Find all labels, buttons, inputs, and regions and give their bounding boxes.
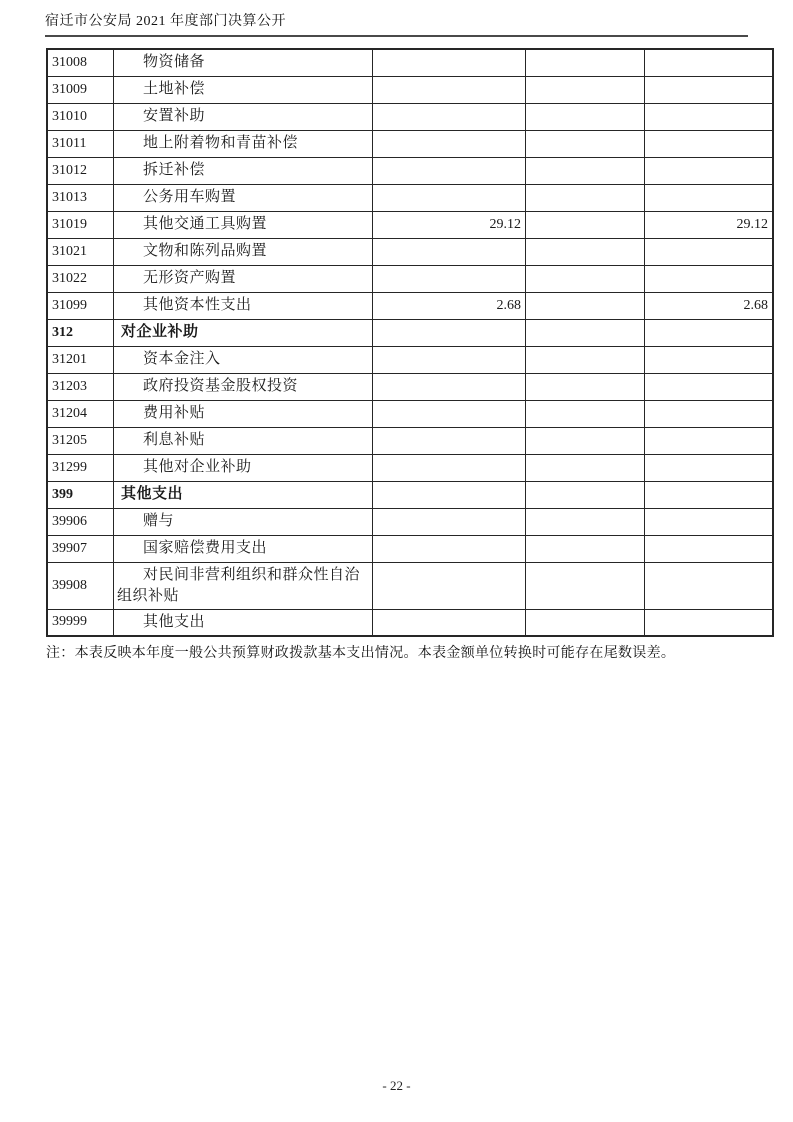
row-amount-3 (645, 427, 774, 454)
row-name: 安置补助 (114, 103, 373, 130)
table-row (47, 184, 773, 211)
table-row (47, 454, 773, 481)
row-amount-3 (645, 76, 774, 103)
row-code: 31010 (47, 103, 114, 130)
row-code: 31008 (47, 49, 114, 76)
row-amount-2 (526, 49, 645, 76)
row-amount-1 (373, 130, 526, 157)
row-amount-1 (373, 157, 526, 184)
row-code: 31011 (47, 130, 114, 157)
table-body (47, 49, 773, 636)
row-amount-1 (373, 76, 526, 103)
row-name: 地上附着物和青苗补偿 (114, 130, 373, 157)
row-code: 31012 (47, 157, 114, 184)
row-amount-3: 2.68 (645, 292, 774, 319)
row-amount-2 (526, 184, 645, 211)
row-amount-1 (373, 400, 526, 427)
row-amount-2 (526, 373, 645, 400)
row-amount-2 (526, 76, 645, 103)
table-row (47, 346, 773, 373)
row-amount-3 (645, 400, 774, 427)
row-name: 政府投资基金股权投资 (114, 373, 373, 400)
table-row (47, 265, 773, 292)
row-amount-3 (645, 184, 774, 211)
row-name: 资本金注入 (114, 346, 373, 373)
table-row (47, 130, 773, 157)
row-amount-1 (373, 184, 526, 211)
row-amount-3 (645, 265, 774, 292)
row-name: 赠与 (114, 508, 373, 535)
row-amount-3 (645, 49, 774, 76)
table-row (47, 76, 773, 103)
row-code: 39908 (47, 562, 114, 609)
row-code: 39999 (47, 609, 114, 636)
table-row (47, 481, 773, 508)
row-amount-1 (373, 346, 526, 373)
row-code: 31099 (47, 292, 114, 319)
row-code: 31201 (47, 346, 114, 373)
row-name: 对民间非营利组织和群众性自治组织补贴 (114, 562, 373, 609)
row-name: 其他支出 (114, 481, 373, 508)
row-amount-1 (373, 481, 526, 508)
row-name: 费用补贴 (114, 400, 373, 427)
page-header-title: 宿迁市公安局 2021 年度部门决算公开 (45, 10, 748, 37)
row-name: 其他资本性支出 (114, 292, 373, 319)
row-code: 31022 (47, 265, 114, 292)
row-amount-2 (526, 103, 645, 130)
row-name: 物资储备 (114, 49, 373, 76)
row-amount-3 (645, 346, 774, 373)
row-amount-2 (526, 535, 645, 562)
row-amount-1 (373, 609, 526, 636)
table-row (47, 427, 773, 454)
row-code: 31019 (47, 211, 114, 238)
row-amount-2 (526, 562, 645, 609)
budget-expenditure-table (46, 48, 774, 637)
row-amount-2 (526, 481, 645, 508)
table-row (47, 292, 773, 319)
row-amount-3 (645, 373, 774, 400)
row-amount-1 (373, 562, 526, 609)
row-amount-2 (526, 157, 645, 184)
row-amount-2 (526, 211, 645, 238)
row-amount-3 (645, 454, 774, 481)
row-amount-3 (645, 103, 774, 130)
row-amount-2 (526, 609, 645, 636)
row-amount-2 (526, 130, 645, 157)
row-amount-1 (373, 319, 526, 346)
row-amount-1 (373, 508, 526, 535)
table-row (47, 319, 773, 346)
row-name: 文物和陈列品购置 (114, 238, 373, 265)
row-amount-1 (373, 373, 526, 400)
table-note: 注：本表反映本年度一般公共预算财政拨款基本支出情况。本表金额单位转换时可能存在尾数误差。 (46, 646, 676, 661)
row-amount-1 (373, 103, 526, 130)
row-amount-1 (373, 454, 526, 481)
table-row (47, 238, 773, 265)
row-amount-3 (645, 508, 774, 535)
row-code: 31013 (47, 184, 114, 211)
row-amount-2 (526, 427, 645, 454)
row-code: 312 (47, 319, 114, 346)
row-name: 利息补贴 (114, 427, 373, 454)
row-code: 39906 (47, 508, 114, 535)
row-name: 公务用车购置 (114, 184, 373, 211)
row-code: 39907 (47, 535, 114, 562)
table-row (47, 49, 773, 76)
row-amount-3 (645, 481, 774, 508)
row-amount-3 (645, 562, 774, 609)
row-amount-3 (645, 130, 774, 157)
row-amount-1 (373, 535, 526, 562)
row-amount-1: 2.68 (373, 292, 526, 319)
row-amount-2 (526, 508, 645, 535)
row-name: 对企业补助 (114, 319, 373, 346)
row-amount-1 (373, 49, 526, 76)
row-amount-1 (373, 265, 526, 292)
row-name: 其他交通工具购置 (114, 211, 373, 238)
row-amount-2 (526, 265, 645, 292)
table-row (47, 535, 773, 562)
table-row (47, 400, 773, 427)
row-amount-2 (526, 400, 645, 427)
row-amount-2 (526, 238, 645, 265)
row-code: 31009 (47, 76, 114, 103)
row-name: 拆迁补偿 (114, 157, 373, 184)
row-amount-3 (645, 319, 774, 346)
row-amount-2 (526, 292, 645, 319)
row-amount-1 (373, 427, 526, 454)
row-amount-1 (373, 238, 526, 265)
row-amount-2 (526, 319, 645, 346)
row-amount-2 (526, 454, 645, 481)
row-amount-1: 29.12 (373, 211, 526, 238)
row-amount-3 (645, 238, 774, 265)
row-name: 无形资产购置 (114, 265, 373, 292)
row-amount-3 (645, 157, 774, 184)
row-code: 31299 (47, 454, 114, 481)
row-code: 31203 (47, 373, 114, 400)
row-code: 31204 (47, 400, 114, 427)
row-name: 国家赔偿费用支出 (114, 535, 373, 562)
row-amount-3 (645, 609, 774, 636)
table-row (47, 157, 773, 184)
row-name: 其他支出 (114, 609, 373, 636)
table-row (47, 211, 773, 238)
table-row (47, 609, 773, 636)
table-row (47, 562, 773, 609)
table-row (47, 103, 773, 130)
row-code: 31021 (47, 238, 114, 265)
table-row (47, 373, 773, 400)
row-amount-3: 29.12 (645, 211, 774, 238)
row-amount-2 (526, 346, 645, 373)
row-amount-3 (645, 535, 774, 562)
table-row (47, 508, 773, 535)
row-code: 399 (47, 481, 114, 508)
row-name: 其他对企业补助 (114, 454, 373, 481)
row-name: 土地补偿 (114, 76, 373, 103)
page-number: - 22 - (382, 1078, 411, 1093)
row-code: 31205 (47, 427, 114, 454)
